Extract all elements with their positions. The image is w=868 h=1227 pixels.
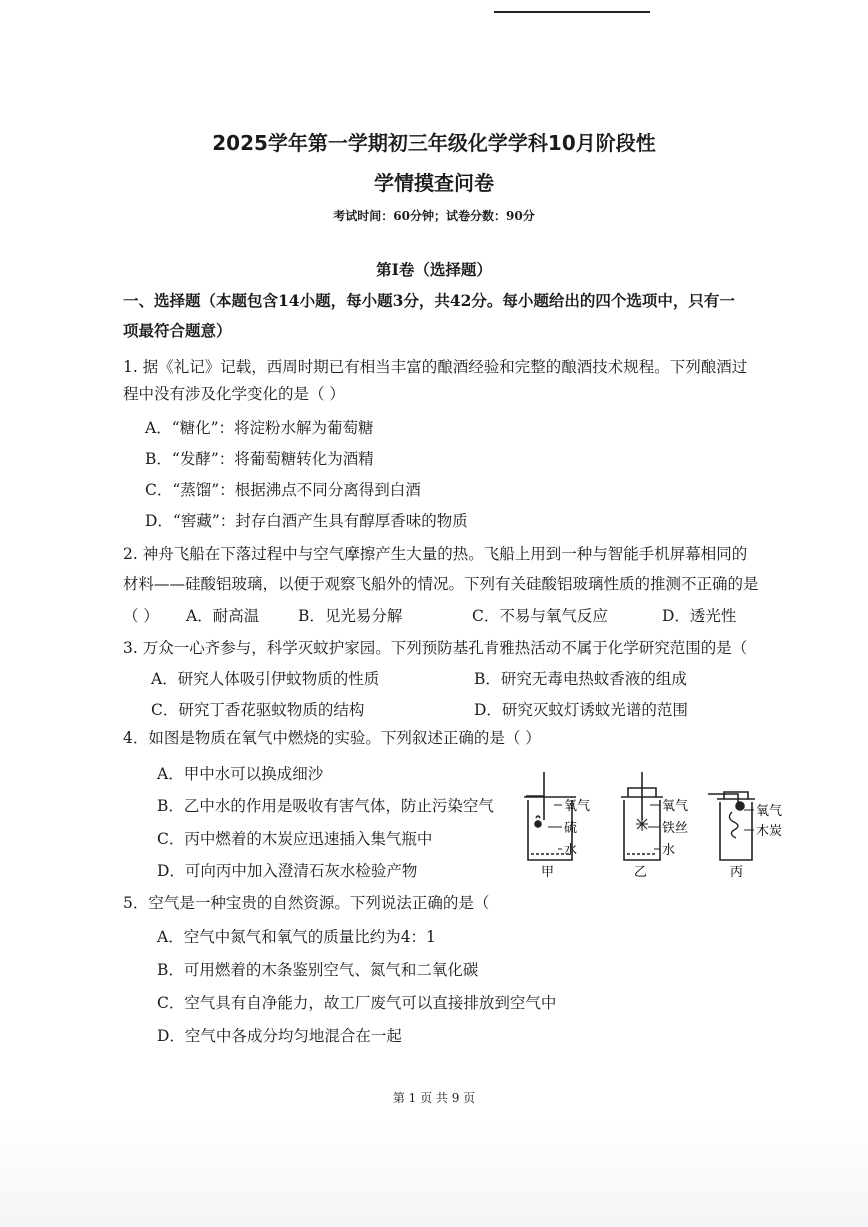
- question-2-paren: （ ）: [123, 607, 159, 625]
- question-4-option-d: D．可向丙中加入澄清石灰水检验产物: [157, 862, 418, 880]
- question-1-option-a: A．“糖化”：将淀粉水解为葡萄糖: [145, 419, 374, 437]
- question-5-option-b: B．可用燃着的木条鉴别空气、氮气和二氧化碳: [157, 961, 479, 979]
- jar-yi-label-water: 水: [662, 843, 676, 858]
- combustion-figure: [500, 768, 800, 880]
- page-number: 第 1 页 共 9 页: [392, 1091, 476, 1105]
- question-4-option-b: B．乙中水的作用是吸收有害气体，防止污染空气: [157, 797, 494, 815]
- question-2-option-c: C．不易与氧气反应: [472, 607, 608, 625]
- jar-jia-label-water: 水: [564, 843, 578, 858]
- section-instruction-cont: 项最符合题意）: [123, 321, 232, 340]
- question-1-option-d: D．“窖藏”：封存白酒产生具有醇厚香味的物质: [145, 512, 468, 530]
- question-1-stem: 1. 据《礼记》记载，西周时期已有相当丰富的酿酒经验和完整的酿酒技术规程。下列酿酒过: [123, 358, 748, 376]
- question-2-option-a: A．耐高温: [186, 607, 260, 625]
- question-1-option-c: C．“蒸馏”：根据沸点不同分离得到白酒: [145, 481, 421, 499]
- question-1-stem-cont: 程中没有涉及化学变化的是（ ）: [123, 385, 345, 403]
- jar-yi-label-iron-wire: 铁丝: [662, 821, 689, 836]
- question-4-stem: 4．如图是物质在氧气中燃烧的实验。下列叙述正确的是（ ）: [123, 729, 541, 747]
- scan-shadow: [0, 1120, 868, 1227]
- question-3-option-c: C．研究丁香花驱蚊物质的结构: [151, 701, 365, 719]
- page-title-line2: 学情摸查问卷: [374, 171, 494, 195]
- jar-bing-caption: 丙: [730, 865, 744, 880]
- question-3-option-a: A．研究人体吸引伊蚊物质的性质: [151, 670, 380, 688]
- section-title: 第Ⅰ卷（选择题）: [376, 260, 492, 279]
- question-4-option-c: C．丙中燃着的木炭应迅速插入集气瓶中: [157, 830, 433, 848]
- jar-jia-label-sulfur: 硫: [564, 821, 578, 836]
- page-title: 2025学年第一学期初三年级化学学科10月阶段性: [212, 131, 656, 155]
- exam-info: 考试时间：60分钟；试卷分数：90分: [333, 209, 535, 223]
- question-2-option-d: D．透光性: [662, 607, 737, 625]
- question-4-option-a: A．甲中水可以换成细沙: [157, 765, 324, 783]
- jar-yi-label-oxygen: 氧气: [662, 799, 689, 814]
- jar-yi: [621, 772, 663, 860]
- jar-bing: [708, 792, 755, 860]
- question-5-option-a: A．空气中氮气和氧气的质量比约为4：1: [157, 928, 436, 946]
- question-5-option-c: C．空气具有自净能力，故工厂废气可以直接排放到空气中: [157, 994, 557, 1012]
- question-5-option-d: D．空气中各成分均匀地混合在一起: [157, 1027, 402, 1045]
- question-2-option-b: B．见光易分解: [298, 607, 403, 625]
- top-rule: [494, 11, 650, 13]
- section-instruction: 一、选择题（本题包含14小题，每小题3分，共42分。每小题给出的四个选项中，只有一: [123, 291, 735, 310]
- question-3-option-d: D．研究灭蚊灯诱蚊光谱的范围: [474, 701, 688, 719]
- question-3-option-b: B．研究无毒电热蚊香液的组成: [474, 670, 687, 688]
- jar-yi-caption: 乙: [634, 865, 648, 880]
- jar-jia-caption: 甲: [541, 865, 555, 880]
- question-3-stem: 3. 万众一心齐参与，科学灭蚊护家园。下列预防基孔肯雅热活动不属于化学研究范围的是（: [123, 639, 748, 657]
- question-2-stem: 2. 神舟飞船在下落过程中与空气摩擦产生大量的热。飞船上用到一种与智能手机屏幕相同的: [123, 545, 748, 563]
- question-5-stem: 5．空气是一种宝贵的自然资源。下列说法正确的是（: [123, 894, 490, 912]
- jar-bing-label-charcoal: 木炭: [756, 824, 783, 839]
- jar-bing-label-oxygen: 氧气: [756, 804, 783, 819]
- question-1-option-b: B．“发酵”：将葡萄糖转化为酒精: [145, 450, 374, 468]
- jar-jia-label-oxygen: 氧气: [564, 799, 591, 814]
- question-2-stem-cont: 材料——硅酸铝玻璃，以便于观察飞船外的情况。下列有关硅酸铝玻璃性质的推测不正确的是: [123, 575, 759, 593]
